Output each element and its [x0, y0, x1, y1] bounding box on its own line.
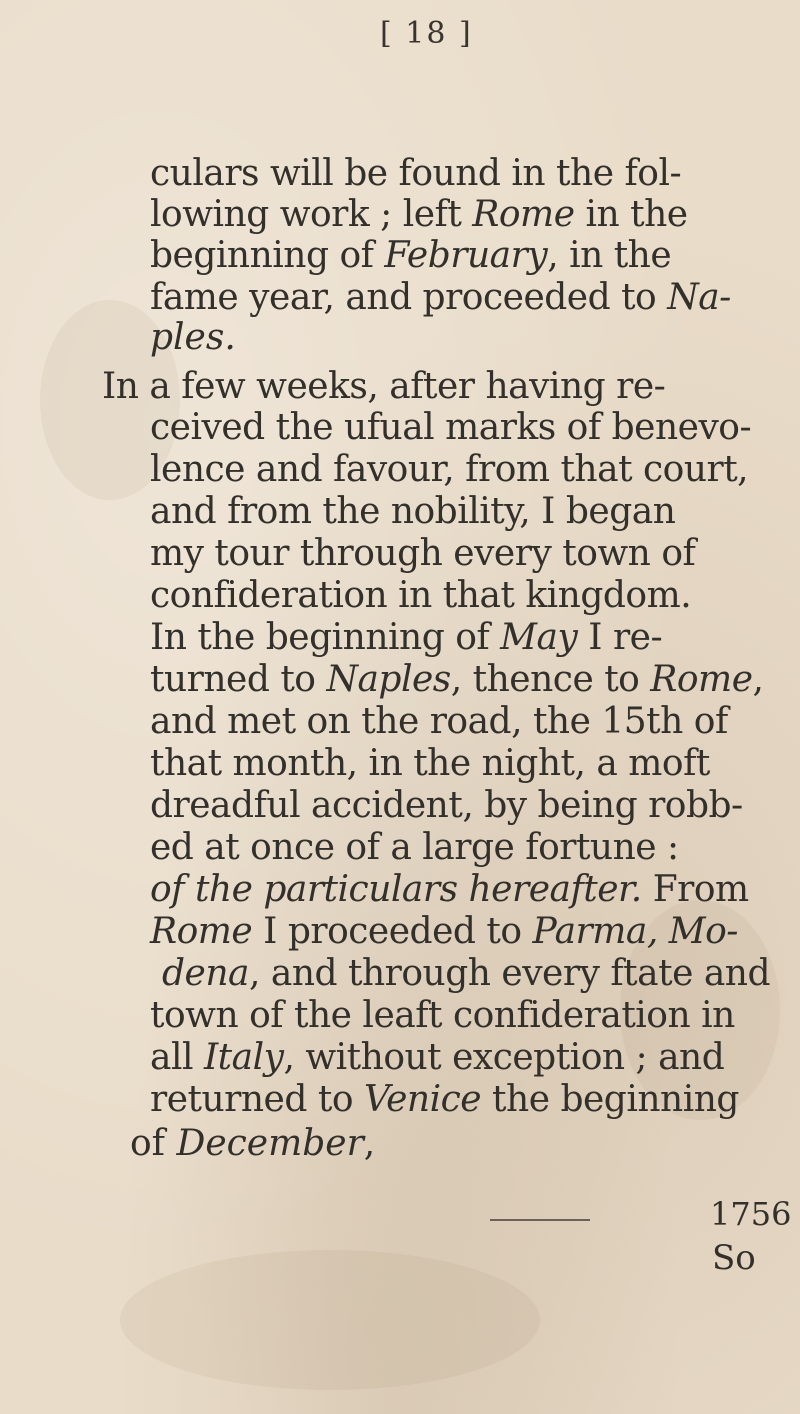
italic-run: of the particulars hereafter. [150, 869, 642, 910]
text-run: ed at once of a large fortune : [150, 827, 679, 868]
text-line [150, 912, 738, 952]
text-line [150, 1038, 724, 1078]
text-run: beginning of [150, 235, 385, 276]
italic-run: Parma, Mo- [532, 911, 738, 952]
text-run: that month, in the night, a moft [150, 743, 710, 784]
text-run: I re- [577, 617, 663, 658]
text-line [150, 195, 688, 235]
text-run: of [130, 1123, 177, 1164]
text-run: culars will be found in the fol- [150, 153, 682, 194]
text-line [150, 828, 679, 868]
text-line [150, 786, 743, 826]
italic-run: May [500, 617, 578, 658]
text-run: In a few weeks, after having re- [102, 366, 666, 407]
text-run: , [363, 1123, 376, 1164]
text-run: , without exception ; and [283, 1037, 725, 1078]
margin-year: 1756 [710, 1195, 792, 1233]
text-line [130, 1124, 375, 1164]
text-run: turned to [150, 659, 327, 700]
text-line [150, 576, 691, 616]
text-run: From [641, 869, 749, 910]
paper-stain [120, 1250, 540, 1390]
text-run: , thence to [450, 659, 651, 700]
italic-run: dena [162, 953, 249, 994]
text-run: returned to [150, 1079, 364, 1120]
text-line [150, 870, 749, 910]
text-line [150, 278, 731, 318]
text-line [150, 618, 662, 658]
text-line [150, 236, 671, 276]
text-run: , in the [547, 235, 672, 276]
page-number: [ 18 ] [380, 16, 473, 51]
text-line [150, 154, 681, 194]
text-run: the beginning [481, 1079, 739, 1120]
text-line [150, 744, 710, 784]
text-run: In the beginning of [150, 617, 501, 658]
text-run: and from the nobility, I began [150, 491, 676, 532]
italic-run: Rome [472, 194, 575, 235]
text-run: , and through every ftate and [249, 953, 771, 994]
text-run: confideration in that kingdom. [150, 575, 692, 616]
italic-run: December [176, 1123, 364, 1164]
italic-run: Venice [363, 1079, 482, 1120]
text-run: my tour through every town of [150, 533, 696, 574]
italic-run: Rome [150, 911, 253, 952]
text-run: I proceeded to [252, 911, 533, 952]
text-line [150, 450, 748, 490]
italic-run: February [384, 235, 548, 276]
text-run: , [752, 659, 764, 700]
italic-run: Italy [203, 1037, 284, 1078]
text-run: and met on the road, the 15th of [150, 701, 728, 742]
text-line [150, 318, 236, 358]
italic-run: Na- [667, 277, 731, 318]
text-line [150, 660, 763, 700]
text-run: dreadful accident, by being robb- [150, 785, 743, 826]
text-line [150, 408, 751, 448]
text-line [150, 702, 728, 742]
text-run: lowing work ; left [150, 194, 473, 235]
text-line [150, 1080, 739, 1120]
horizontal-rule [490, 1219, 590, 1221]
catchword: So [712, 1238, 756, 1278]
text-run: ceived the ufual marks of benevo- [150, 407, 752, 448]
italic-run: ples. [150, 317, 236, 358]
text-run: all [150, 1037, 204, 1078]
italic-run: Naples [326, 659, 451, 700]
text-run: town of the leaft confideration in [150, 995, 735, 1036]
text-line [150, 996, 735, 1036]
text-line [102, 367, 665, 407]
italic-run: Rome [650, 659, 753, 700]
text-run: lence and favour, from that court, [150, 449, 749, 490]
text-line [150, 492, 675, 532]
text-run: in the [574, 194, 688, 235]
text-line [150, 534, 695, 574]
text-line [162, 954, 770, 994]
text-run: fame year, and proceeded to [150, 277, 668, 318]
